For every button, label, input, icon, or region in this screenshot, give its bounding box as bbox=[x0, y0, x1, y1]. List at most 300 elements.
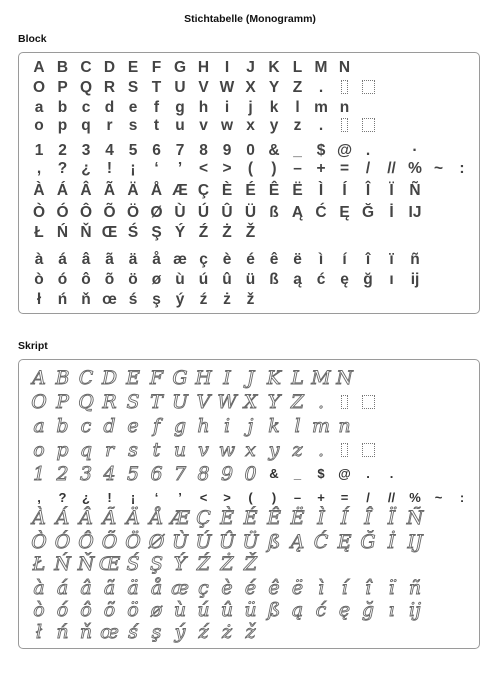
script-glyph: o bbox=[33, 439, 45, 461]
script-glyph: @ bbox=[338, 466, 351, 481]
block-glyph: ò bbox=[34, 271, 44, 288]
script-glyph bbox=[333, 391, 357, 413]
block-glyph: · bbox=[412, 142, 418, 159]
block-glyph: Ú bbox=[197, 204, 210, 221]
script-glyph: ò bbox=[33, 599, 45, 621]
script-glyph: ø bbox=[150, 599, 163, 621]
block-glyph: Ž bbox=[245, 224, 256, 241]
block-glyph: r bbox=[106, 117, 113, 134]
block-glyph: B bbox=[56, 59, 69, 76]
script-glyph: ğ bbox=[361, 599, 375, 621]
block-glyph: J bbox=[246, 59, 255, 76]
block-glyph: 6 bbox=[152, 142, 161, 159]
space-placeholder-box bbox=[341, 443, 348, 457]
block-glyph: ß bbox=[269, 271, 279, 288]
script-glyph: Ó bbox=[54, 531, 71, 553]
block-glyph: T bbox=[151, 79, 162, 96]
script-glyph: R bbox=[102, 391, 117, 413]
script-glyph: Ź bbox=[196, 553, 211, 575]
script-glyph: ź bbox=[198, 621, 209, 643]
script-section-label: Skript bbox=[18, 340, 48, 352]
script-glyph: _ bbox=[293, 466, 302, 481]
script-glyph: z bbox=[292, 439, 303, 461]
block-glyph: S bbox=[127, 79, 139, 96]
script-glyph: < bbox=[199, 490, 208, 505]
block-glyph: n bbox=[339, 99, 350, 116]
block-glyph: ň bbox=[81, 291, 91, 308]
block-glyph: + bbox=[316, 160, 326, 177]
script-glyph: é bbox=[244, 577, 257, 599]
block-glyph: ö bbox=[128, 271, 138, 288]
block-glyph: l bbox=[295, 99, 300, 116]
block-glyph: Ą bbox=[291, 204, 304, 221]
block-glyph: / bbox=[365, 160, 371, 177]
block-glyph: U bbox=[174, 79, 186, 96]
script-glyph: È bbox=[220, 507, 234, 529]
script-glyph: Ì bbox=[317, 507, 325, 529]
script-glyph: í bbox=[341, 577, 348, 599]
block-glyph: ý bbox=[175, 291, 185, 308]
script-glyph: ž bbox=[245, 621, 256, 643]
block-glyph: Ê bbox=[268, 182, 280, 199]
script-glyph: 0 bbox=[244, 463, 257, 485]
block-glyph: Ë bbox=[292, 182, 303, 199]
script-glyph: ú bbox=[197, 599, 210, 621]
block-glyph: 7 bbox=[175, 142, 185, 159]
block-glyph: g bbox=[175, 99, 185, 116]
block-glyph: í bbox=[342, 251, 347, 268]
block-glyph: à bbox=[34, 251, 44, 268]
block-glyph: a bbox=[34, 99, 44, 116]
block-glyph: ñ bbox=[410, 251, 420, 268]
script-glyph: x bbox=[245, 439, 256, 461]
block-glyph: ‘ bbox=[154, 160, 159, 177]
script-glyph: ß bbox=[267, 531, 281, 553]
script-glyph: Î bbox=[364, 507, 372, 529]
script-glyph: u bbox=[173, 439, 187, 461]
block-glyph: ž bbox=[246, 291, 255, 308]
script-glyph: İ bbox=[387, 531, 396, 553]
block-glyph: E bbox=[127, 59, 139, 76]
script-glyph: Ø bbox=[148, 531, 165, 553]
block-glyph: : bbox=[459, 160, 465, 177]
script-glyph: ý bbox=[174, 621, 186, 643]
block-glyph: @ bbox=[336, 142, 353, 159]
block-glyph: & bbox=[268, 142, 280, 159]
script-glyph: ¿ bbox=[82, 490, 90, 505]
script-glyph: æ bbox=[171, 577, 189, 599]
block-glyph: Ó bbox=[56, 204, 69, 221]
script-glyph: Ž bbox=[243, 553, 258, 575]
block-stitch-table bbox=[18, 52, 480, 314]
script-glyph: ś bbox=[128, 621, 138, 643]
block-glyph: Ź bbox=[198, 224, 209, 241]
block-glyph: h bbox=[198, 99, 209, 116]
space-placeholder-box bbox=[341, 118, 348, 132]
script-glyph: ı bbox=[388, 599, 395, 621]
script-glyph: I bbox=[223, 367, 231, 389]
script-glyph: Ö bbox=[125, 531, 141, 553]
block-glyph: o bbox=[34, 117, 44, 134]
block-glyph: G bbox=[173, 59, 187, 76]
block-glyph: ą bbox=[293, 271, 302, 288]
script-glyph: à bbox=[33, 577, 45, 599]
block-glyph: Q bbox=[79, 79, 93, 96]
block-glyph: Ö bbox=[126, 204, 140, 221]
script-glyph: 6 bbox=[150, 463, 163, 485]
script-glyph: É bbox=[243, 507, 258, 529]
script-glyph: F bbox=[149, 367, 164, 389]
script-glyph: A bbox=[32, 367, 46, 389]
script-glyph: 1 bbox=[32, 463, 46, 485]
script-glyph: Í bbox=[340, 507, 349, 529]
script-glyph: : bbox=[459, 490, 465, 505]
block-glyph: ì bbox=[318, 251, 324, 268]
block-glyph: ć bbox=[316, 271, 326, 288]
script-glyph: Ï bbox=[387, 507, 396, 529]
script-glyph: À bbox=[32, 507, 46, 529]
script-glyph: Ê bbox=[267, 507, 281, 529]
script-glyph: û bbox=[220, 599, 234, 621]
script-glyph: . bbox=[317, 391, 325, 413]
block-glyph: â bbox=[81, 251, 91, 268]
block-glyph: z bbox=[293, 117, 302, 134]
script-glyph: G bbox=[172, 367, 188, 389]
block-glyph: ä bbox=[128, 251, 138, 268]
script-glyph: ñ bbox=[408, 577, 422, 599]
script-glyph: â bbox=[80, 577, 92, 599]
page-title: Stichtabelle (Monogramm) bbox=[184, 13, 316, 25]
block-glyph: Ä bbox=[127, 182, 139, 199]
block-glyph: ë bbox=[293, 251, 302, 268]
block-glyph: < bbox=[198, 160, 209, 177]
block-glyph: IJ bbox=[408, 204, 422, 221]
script-glyph: Ù bbox=[171, 531, 188, 553]
block-glyph: _ bbox=[293, 142, 302, 159]
script-glyph: 4 bbox=[103, 463, 116, 485]
block-glyph: 9 bbox=[222, 142, 232, 159]
block-glyph: . bbox=[365, 142, 371, 159]
block-glyph: Ý bbox=[174, 224, 186, 241]
block-glyph: Ü bbox=[244, 204, 257, 221]
block-glyph: ç bbox=[199, 251, 208, 268]
script-glyph: ~ bbox=[434, 490, 443, 505]
block-glyph: I bbox=[224, 59, 230, 76]
script-glyph: c bbox=[80, 415, 92, 437]
script-glyph: 9 bbox=[220, 463, 234, 485]
block-glyph: ¡ bbox=[130, 160, 136, 177]
block-glyph: q bbox=[81, 117, 91, 134]
script-glyph: l bbox=[294, 415, 301, 437]
script-glyph: ) bbox=[271, 490, 277, 505]
script-glyph: Q bbox=[78, 391, 94, 413]
block-glyph: C bbox=[80, 59, 92, 76]
block-glyph: 2 bbox=[58, 142, 67, 159]
script-glyph: Ë bbox=[290, 507, 305, 529]
block-glyph bbox=[333, 78, 357, 98]
script-glyph: r bbox=[104, 439, 115, 461]
script-glyph: ë bbox=[291, 577, 304, 599]
block-glyph: Z bbox=[292, 79, 303, 96]
block-glyph: > bbox=[222, 160, 232, 177]
block-glyph: M bbox=[314, 59, 328, 76]
block-glyph: e bbox=[128, 99, 138, 116]
script-glyph: W bbox=[217, 391, 237, 413]
script-stitch-table bbox=[18, 359, 480, 649]
script-glyph: v bbox=[198, 439, 209, 461]
script-glyph: IJ bbox=[407, 531, 423, 553]
script-glyph: t bbox=[152, 439, 161, 461]
block-glyph: Ï bbox=[389, 182, 394, 199]
space-placeholder-box bbox=[362, 443, 375, 457]
script-glyph: C bbox=[78, 367, 94, 389]
block-glyph bbox=[333, 116, 357, 136]
script-glyph: œ bbox=[100, 621, 119, 643]
block-glyph: = bbox=[339, 160, 350, 177]
script-glyph: & bbox=[269, 466, 279, 481]
script-glyph: B bbox=[55, 367, 70, 389]
block-glyph: 3 bbox=[81, 142, 91, 159]
script-glyph: Ý bbox=[173, 553, 187, 575]
script-glyph: ż bbox=[221, 621, 232, 643]
block-glyph: . bbox=[318, 79, 324, 96]
block-glyph: 0 bbox=[246, 142, 255, 159]
block-glyph: ? bbox=[57, 160, 68, 177]
script-glyph: ù bbox=[173, 599, 187, 621]
block-glyph: ń bbox=[57, 291, 68, 308]
script-glyph: Ę bbox=[337, 531, 352, 553]
script-glyph: a bbox=[33, 415, 45, 437]
script-glyph: > bbox=[223, 490, 231, 505]
script-glyph: Ñ bbox=[406, 507, 424, 529]
script-glyph: Ň bbox=[77, 553, 95, 575]
script-glyph: Ś bbox=[126, 553, 140, 575]
block-glyph: j bbox=[248, 99, 253, 116]
block-glyph: Ş bbox=[151, 224, 162, 241]
space-placeholder-box bbox=[362, 395, 375, 409]
block-glyph: X bbox=[245, 79, 256, 96]
script-glyph: + bbox=[317, 490, 325, 505]
block-glyph: D bbox=[103, 59, 116, 76]
script-glyph: j bbox=[247, 415, 254, 437]
script-glyph: Z bbox=[290, 391, 305, 413]
script-glyph: Ä bbox=[126, 507, 140, 529]
script-glyph: Ń bbox=[54, 553, 71, 575]
script-glyph bbox=[333, 439, 357, 461]
script-glyph: ó bbox=[56, 599, 69, 621]
block-glyph: å bbox=[152, 251, 161, 268]
block-glyph: ’ bbox=[177, 160, 183, 177]
script-glyph: ! bbox=[107, 490, 112, 505]
script-glyph: ü bbox=[244, 599, 257, 621]
script-glyph: // bbox=[387, 490, 396, 505]
script-glyph: Ą bbox=[290, 531, 305, 553]
block-glyph: V bbox=[198, 79, 209, 96]
block-glyph: N bbox=[338, 59, 351, 76]
block-glyph: Y bbox=[268, 79, 280, 96]
block-glyph: Ć bbox=[315, 204, 327, 221]
block-glyph: È bbox=[221, 182, 233, 199]
block-glyph: d bbox=[104, 99, 115, 116]
block-glyph: Ù bbox=[174, 204, 186, 221]
block-glyph: ü bbox=[245, 271, 256, 288]
script-glyph: á bbox=[56, 577, 69, 599]
script-glyph: Ò bbox=[31, 531, 47, 553]
script-glyph: . bbox=[317, 439, 325, 461]
block-glyph: ( bbox=[247, 160, 254, 177]
block-glyph: Á bbox=[56, 182, 69, 199]
block-glyph: û bbox=[222, 271, 232, 288]
space-placeholder-box bbox=[341, 395, 348, 409]
script-glyph: 5 bbox=[126, 463, 140, 485]
block-glyph: Ę bbox=[339, 204, 350, 221]
script-glyph: ç bbox=[198, 577, 209, 599]
block-glyph: Ô bbox=[79, 204, 93, 221]
space-placeholder-box bbox=[362, 118, 375, 132]
script-glyph: w bbox=[218, 439, 236, 461]
block-glyph: Ň bbox=[80, 224, 92, 241]
block-glyph: æ bbox=[173, 251, 187, 268]
script-glyph: p bbox=[56, 439, 69, 461]
script-glyph: / bbox=[366, 490, 370, 505]
script-glyph: Ć bbox=[313, 531, 329, 553]
script-glyph: 7 bbox=[173, 463, 187, 485]
block-glyph: p bbox=[57, 117, 68, 134]
script-glyph: ã bbox=[103, 577, 116, 599]
block-glyph: É bbox=[245, 182, 256, 199]
script-glyph: Ç bbox=[196, 507, 211, 529]
script-glyph: ij bbox=[409, 599, 421, 621]
script-glyph: ş bbox=[151, 621, 162, 643]
script-glyph: q bbox=[79, 439, 93, 461]
block-glyph: ê bbox=[269, 251, 279, 268]
block-glyph: f bbox=[153, 99, 160, 116]
script-glyph: ä bbox=[127, 577, 139, 599]
block-glyph: Ì bbox=[318, 182, 324, 199]
script-glyph: d bbox=[103, 415, 116, 437]
block-glyph: // bbox=[387, 160, 396, 177]
block-glyph: 5 bbox=[128, 142, 138, 159]
script-glyph: g bbox=[173, 415, 187, 437]
block-glyph: i bbox=[224, 99, 230, 116]
script-glyph bbox=[356, 391, 380, 413]
script-glyph: D bbox=[101, 367, 118, 389]
block-glyph: s bbox=[128, 117, 138, 134]
script-glyph: Œ bbox=[98, 553, 121, 575]
block-glyph: œ bbox=[102, 291, 117, 308]
script-glyph: U bbox=[171, 391, 188, 413]
block-section-label: Block bbox=[18, 33, 47, 45]
script-glyph: P bbox=[56, 391, 69, 413]
block-glyph: ú bbox=[198, 271, 209, 288]
block-glyph: ı bbox=[389, 271, 394, 288]
script-glyph: – bbox=[293, 490, 302, 505]
block-glyph: ß bbox=[269, 204, 279, 221]
block-glyph: Ñ bbox=[409, 182, 421, 199]
block-glyph: ) bbox=[271, 160, 277, 177]
block-glyph: é bbox=[246, 251, 255, 268]
block-glyph: t bbox=[153, 117, 160, 134]
script-glyph: N bbox=[336, 367, 353, 389]
script-glyph: Ż bbox=[220, 553, 234, 575]
block-glyph: ó bbox=[57, 271, 68, 288]
script-glyph: E bbox=[126, 367, 140, 389]
block-glyph: 4 bbox=[105, 142, 114, 159]
block-glyph: ę bbox=[340, 271, 349, 288]
script-glyph: Ã bbox=[102, 507, 117, 529]
script-glyph: ę bbox=[338, 599, 351, 621]
block-glyph: î bbox=[365, 251, 371, 268]
script-glyph: Ü bbox=[242, 531, 259, 553]
block-glyph: Œ bbox=[101, 224, 118, 241]
block-glyph: ù bbox=[175, 271, 185, 288]
block-glyph: y bbox=[269, 117, 279, 134]
block-glyph: ł bbox=[36, 291, 42, 308]
script-glyph: Æ bbox=[170, 507, 190, 529]
block-glyph: Õ bbox=[103, 204, 116, 221]
script-glyph: h bbox=[197, 415, 210, 437]
script-glyph: Á bbox=[55, 507, 70, 529]
block-glyph: b bbox=[57, 99, 68, 116]
script-glyph: Ú bbox=[195, 531, 212, 553]
script-glyph: % bbox=[409, 490, 421, 505]
space-placeholder-box bbox=[341, 80, 348, 94]
block-glyph: Í bbox=[342, 182, 347, 199]
script-glyph: m bbox=[311, 415, 331, 437]
script-glyph: ‘ bbox=[154, 490, 159, 505]
script-glyph: ö bbox=[127, 599, 139, 621]
block-glyph: ğ bbox=[363, 271, 373, 288]
block-glyph: Ń bbox=[56, 224, 69, 241]
script-glyph bbox=[356, 439, 380, 461]
block-glyph: ã bbox=[105, 251, 114, 268]
script-glyph: ’ bbox=[178, 490, 182, 505]
script-glyph: y bbox=[268, 439, 280, 461]
script-glyph: , bbox=[37, 490, 41, 505]
script-glyph: ¡ bbox=[130, 490, 136, 505]
block-glyph: O bbox=[32, 79, 46, 96]
block-glyph: İ bbox=[389, 204, 394, 221]
block-glyph: ! bbox=[106, 160, 113, 177]
block-glyph: K bbox=[268, 59, 280, 76]
script-glyph: Û bbox=[218, 531, 235, 553]
block-glyph: L bbox=[292, 59, 303, 76]
script-glyph: $ bbox=[317, 466, 325, 481]
block-glyph: ż bbox=[223, 291, 231, 308]
script-glyph: 2 bbox=[56, 463, 69, 485]
script-glyph: i bbox=[223, 415, 231, 437]
block-glyph: F bbox=[151, 59, 162, 76]
block-glyph: Ø bbox=[150, 204, 163, 221]
block-glyph: ø bbox=[151, 271, 162, 288]
block-glyph: R bbox=[103, 79, 116, 96]
block-glyph: H bbox=[197, 59, 210, 76]
script-glyph: å bbox=[150, 577, 163, 599]
block-glyph: k bbox=[269, 99, 279, 116]
block-glyph: , bbox=[36, 160, 42, 177]
script-glyph: Y bbox=[267, 391, 281, 413]
script-glyph: b bbox=[56, 415, 69, 437]
script-glyph: 3 bbox=[79, 463, 93, 485]
script-glyph: ß bbox=[267, 599, 281, 621]
script-glyph: X bbox=[243, 391, 258, 413]
script-glyph: ć bbox=[315, 599, 327, 621]
block-glyph: Æ bbox=[172, 182, 188, 199]
block-glyph: ï bbox=[389, 251, 394, 268]
script-glyph: e bbox=[127, 415, 139, 437]
script-glyph: ï bbox=[388, 577, 395, 599]
space-placeholder-box bbox=[362, 80, 375, 94]
